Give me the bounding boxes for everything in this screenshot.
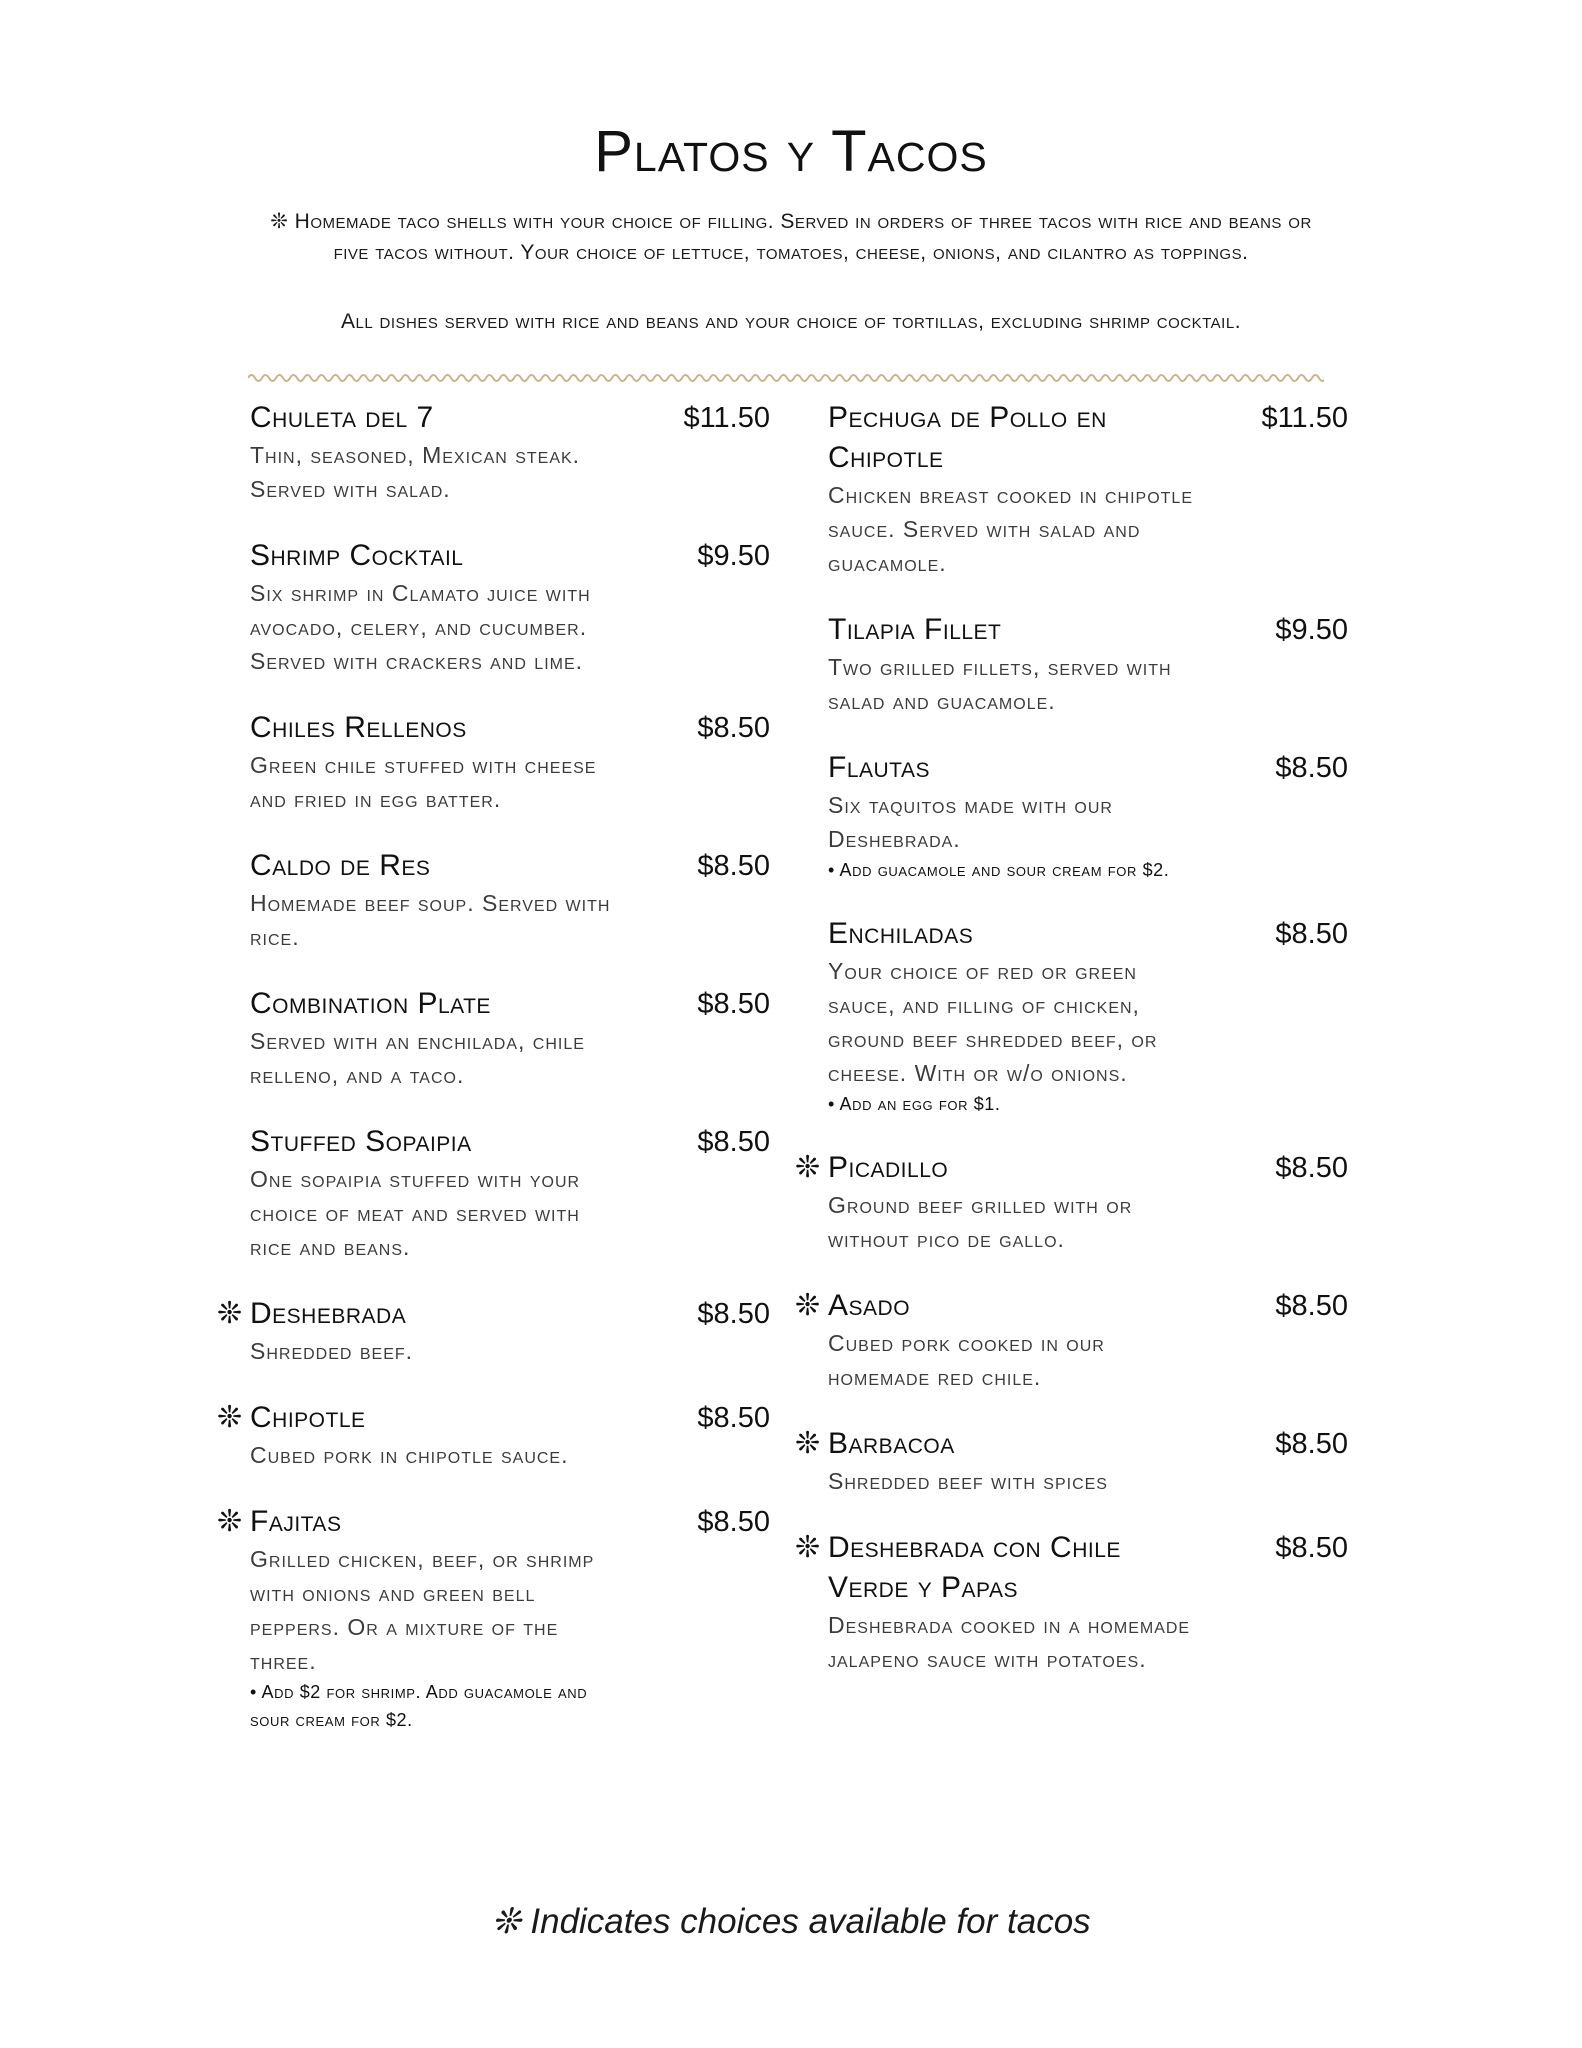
- menu-item-price: $8.50: [1275, 1532, 1348, 1564]
- menu-item-description: Chicken breast cooked in chipotle sauce. Served with salad and guacamole.: [828, 482, 1193, 576]
- menu-item-price: $9.50: [1275, 614, 1348, 646]
- menu-item-name: Deshebrada con Chile Verde y Papas: [828, 1531, 1121, 1604]
- menu-item-description: Shredded beef with spices: [828, 1468, 1108, 1494]
- menu-item-header: [828, 1148, 1348, 1188]
- menu-item-name: Pechuga de Pollo en Chipotle: [828, 401, 1107, 474]
- menu-item: [828, 610, 1348, 718]
- menu-item: [250, 536, 770, 678]
- menu-item: [828, 748, 1348, 884]
- menu-item-description: Six shrimp in Clamato juice with avocado, celery, and cucumber. Served with crackers and lime.: [250, 580, 591, 674]
- taco-choice-marker-icon: ❊: [217, 1505, 243, 1538]
- menu-item: [795, 1424, 1348, 1498]
- taco-choice-marker-icon: ❊: [217, 1297, 243, 1330]
- menu-item-name: Flautas: [828, 751, 930, 784]
- taco-choice-marker-icon: ❊: [795, 1289, 821, 1322]
- menu-item-name: Deshebrada: [250, 1297, 407, 1330]
- taco-choice-marker-icon: ❊: [491, 1902, 521, 1941]
- menu-item-price: $9.50: [697, 540, 770, 572]
- menu-item: [828, 398, 1348, 580]
- menu-item-description: Homemade beef soup. Served with rice.: [250, 890, 611, 950]
- menu-item-header: [828, 1286, 1348, 1326]
- wavy-divider: [248, 370, 1324, 386]
- menu-item: [217, 1294, 770, 1368]
- menu-item-header: [250, 708, 770, 748]
- menu-item-description: Your choice of red or green sauce, and filling of chicken, ground beef shredded beef, or cheese. With or w/o onions.: [828, 958, 1158, 1086]
- menu-item-header: [250, 1122, 770, 1162]
- menu-item-name: Tilapia Fillet: [828, 613, 1002, 646]
- menu-item-header: [828, 748, 1348, 788]
- taco-intro: [250, 206, 1332, 268]
- menu-item-description: Served with an enchilada, chile relleno, and a taco.: [250, 1028, 585, 1088]
- menu-item-header: [250, 1294, 770, 1334]
- menu-item-note: • Add $2 for shrimp. Add guacamole and sour cream for $2.: [250, 1682, 588, 1730]
- menu-item-price: $8.50: [697, 1402, 770, 1434]
- dishes-intro: All dishes served with rice and beans and your choice of tortillas, excluding shrimp cocktail.: [340, 310, 1242, 333]
- taco-choice-marker-icon: ❊: [217, 1401, 243, 1434]
- menu-item-description: Two grilled fillets, served with salad and guacamole.: [828, 654, 1172, 714]
- menu-item-description: One sopaipia stuffed with your choice of meat and served with rice and beans.: [250, 1166, 581, 1260]
- menu-item-header: [828, 914, 1348, 954]
- menu-item: [795, 1528, 1348, 1676]
- menu-item-price: $8.50: [1275, 1290, 1348, 1322]
- menu-column-right: [795, 398, 1348, 1706]
- menu-item-description: Ground beef grilled with or without pico de gallo.: [828, 1192, 1133, 1252]
- menu-item-description: Green chile stuffed with cheese and fried in egg batter.: [250, 752, 597, 812]
- menu-item-price: $8.50: [697, 1506, 770, 1538]
- menu-item-description: Grilled chicken, beef, or shrimp with onions and green bell peppers. Or a mixture of the three.: [250, 1546, 595, 1674]
- menu-item-name: Fajitas: [250, 1505, 342, 1538]
- menu-item: [828, 914, 1348, 1118]
- menu-item-description: Shredded beef.: [250, 1338, 414, 1364]
- taco-legend-text: Indicates choices available for tacos: [530, 1902, 1091, 1941]
- menu-item-header: [250, 536, 770, 576]
- menu-item-name: Picadillo: [828, 1151, 949, 1184]
- menu-item-description: Deshebrada cooked in a homemade jalapeno sauce with potatoes.: [828, 1612, 1191, 1672]
- taco-choice-marker-icon: ❊: [795, 1531, 821, 1564]
- menu-item-description: Thin, seasoned, Mexican steak. Served with salad.: [250, 442, 581, 502]
- taco-choice-marker-icon: ❊: [795, 1427, 821, 1460]
- taco-choice-marker-icon: ❊: [795, 1151, 821, 1184]
- menu-item: [217, 1398, 770, 1472]
- menu-item-header: [250, 1398, 770, 1438]
- menu-item-price: $8.50: [697, 850, 770, 882]
- menu-item-header: [250, 1502, 770, 1542]
- menu-item-price: $8.50: [697, 1298, 770, 1330]
- menu-column-left: [217, 398, 770, 1764]
- menu-item-header: [828, 398, 1348, 478]
- menu-item-price: $8.50: [1275, 752, 1348, 784]
- menu-item-name: Stuffed Sopaipia: [250, 1125, 472, 1158]
- menu-item-description: Six taquitos made with our Deshebrada.: [828, 792, 1113, 852]
- menu-item-name: Asado: [828, 1289, 911, 1322]
- menu-item-price: $8.50: [1275, 1428, 1348, 1460]
- menu-item-name: Chuleta del 7: [250, 401, 434, 434]
- menu-item-description: Cubed pork in chipotle sauce.: [250, 1442, 569, 1468]
- menu-item-price: $8.50: [1275, 1152, 1348, 1184]
- menu-item-name: Caldo de Res: [250, 849, 431, 882]
- menu-item-name: Combination Plate: [250, 987, 491, 1020]
- menu-item-name: Shrimp Cocktail: [250, 539, 464, 572]
- menu-item-header: [250, 398, 770, 438]
- menu-item-header: [828, 1424, 1348, 1464]
- menu-item-price: $11.50: [1261, 402, 1348, 434]
- menu-item-price: $8.50: [697, 1126, 770, 1158]
- menu-item-name: Chiles Rellenos: [250, 711, 467, 744]
- menu-item-name: Enchiladas: [828, 917, 974, 950]
- menu-item-name: Chipotle: [250, 1401, 366, 1434]
- menu-item: [250, 398, 770, 506]
- menu-item-description: Cubed pork cooked in our homemade red chile.: [828, 1330, 1105, 1390]
- menu-item-name: Barbacoa: [828, 1427, 955, 1460]
- menu-item-note: • Add guacamole and sour cream for $2.: [828, 860, 1170, 880]
- menu-item-header: [250, 846, 770, 886]
- menu-item-header: [828, 1528, 1348, 1608]
- menu-item: [250, 846, 770, 954]
- menu-item-price: $8.50: [697, 712, 770, 744]
- menu-item: [250, 708, 770, 816]
- menu-item: [795, 1286, 1348, 1394]
- menu-item-price: $8.50: [1275, 918, 1348, 950]
- menu-item-price: $8.50: [697, 988, 770, 1020]
- menu-item: [250, 1122, 770, 1264]
- menu-item: [250, 984, 770, 1092]
- menu-item-note: • Add an egg for $1.: [828, 1094, 1001, 1114]
- page-title: Platos y Tacos: [594, 119, 988, 184]
- menu-item: [217, 1502, 770, 1734]
- menu-item: [795, 1148, 1348, 1256]
- menu-item-header: [828, 610, 1348, 650]
- taco-intro-text: Homemade taco shells with your choice of filling. Served in orders of three tacos with rice and beans or five tacos without. Your choice of lettuce, tomatoes, cheese, onions, and cilantro as toppings.: [294, 210, 1312, 264]
- menu-item-header: [250, 984, 770, 1024]
- menu-item-price: $11.50: [683, 402, 770, 434]
- taco-choice-marker-icon: ❊: [270, 210, 289, 233]
- taco-legend: [0, 1902, 1582, 1942]
